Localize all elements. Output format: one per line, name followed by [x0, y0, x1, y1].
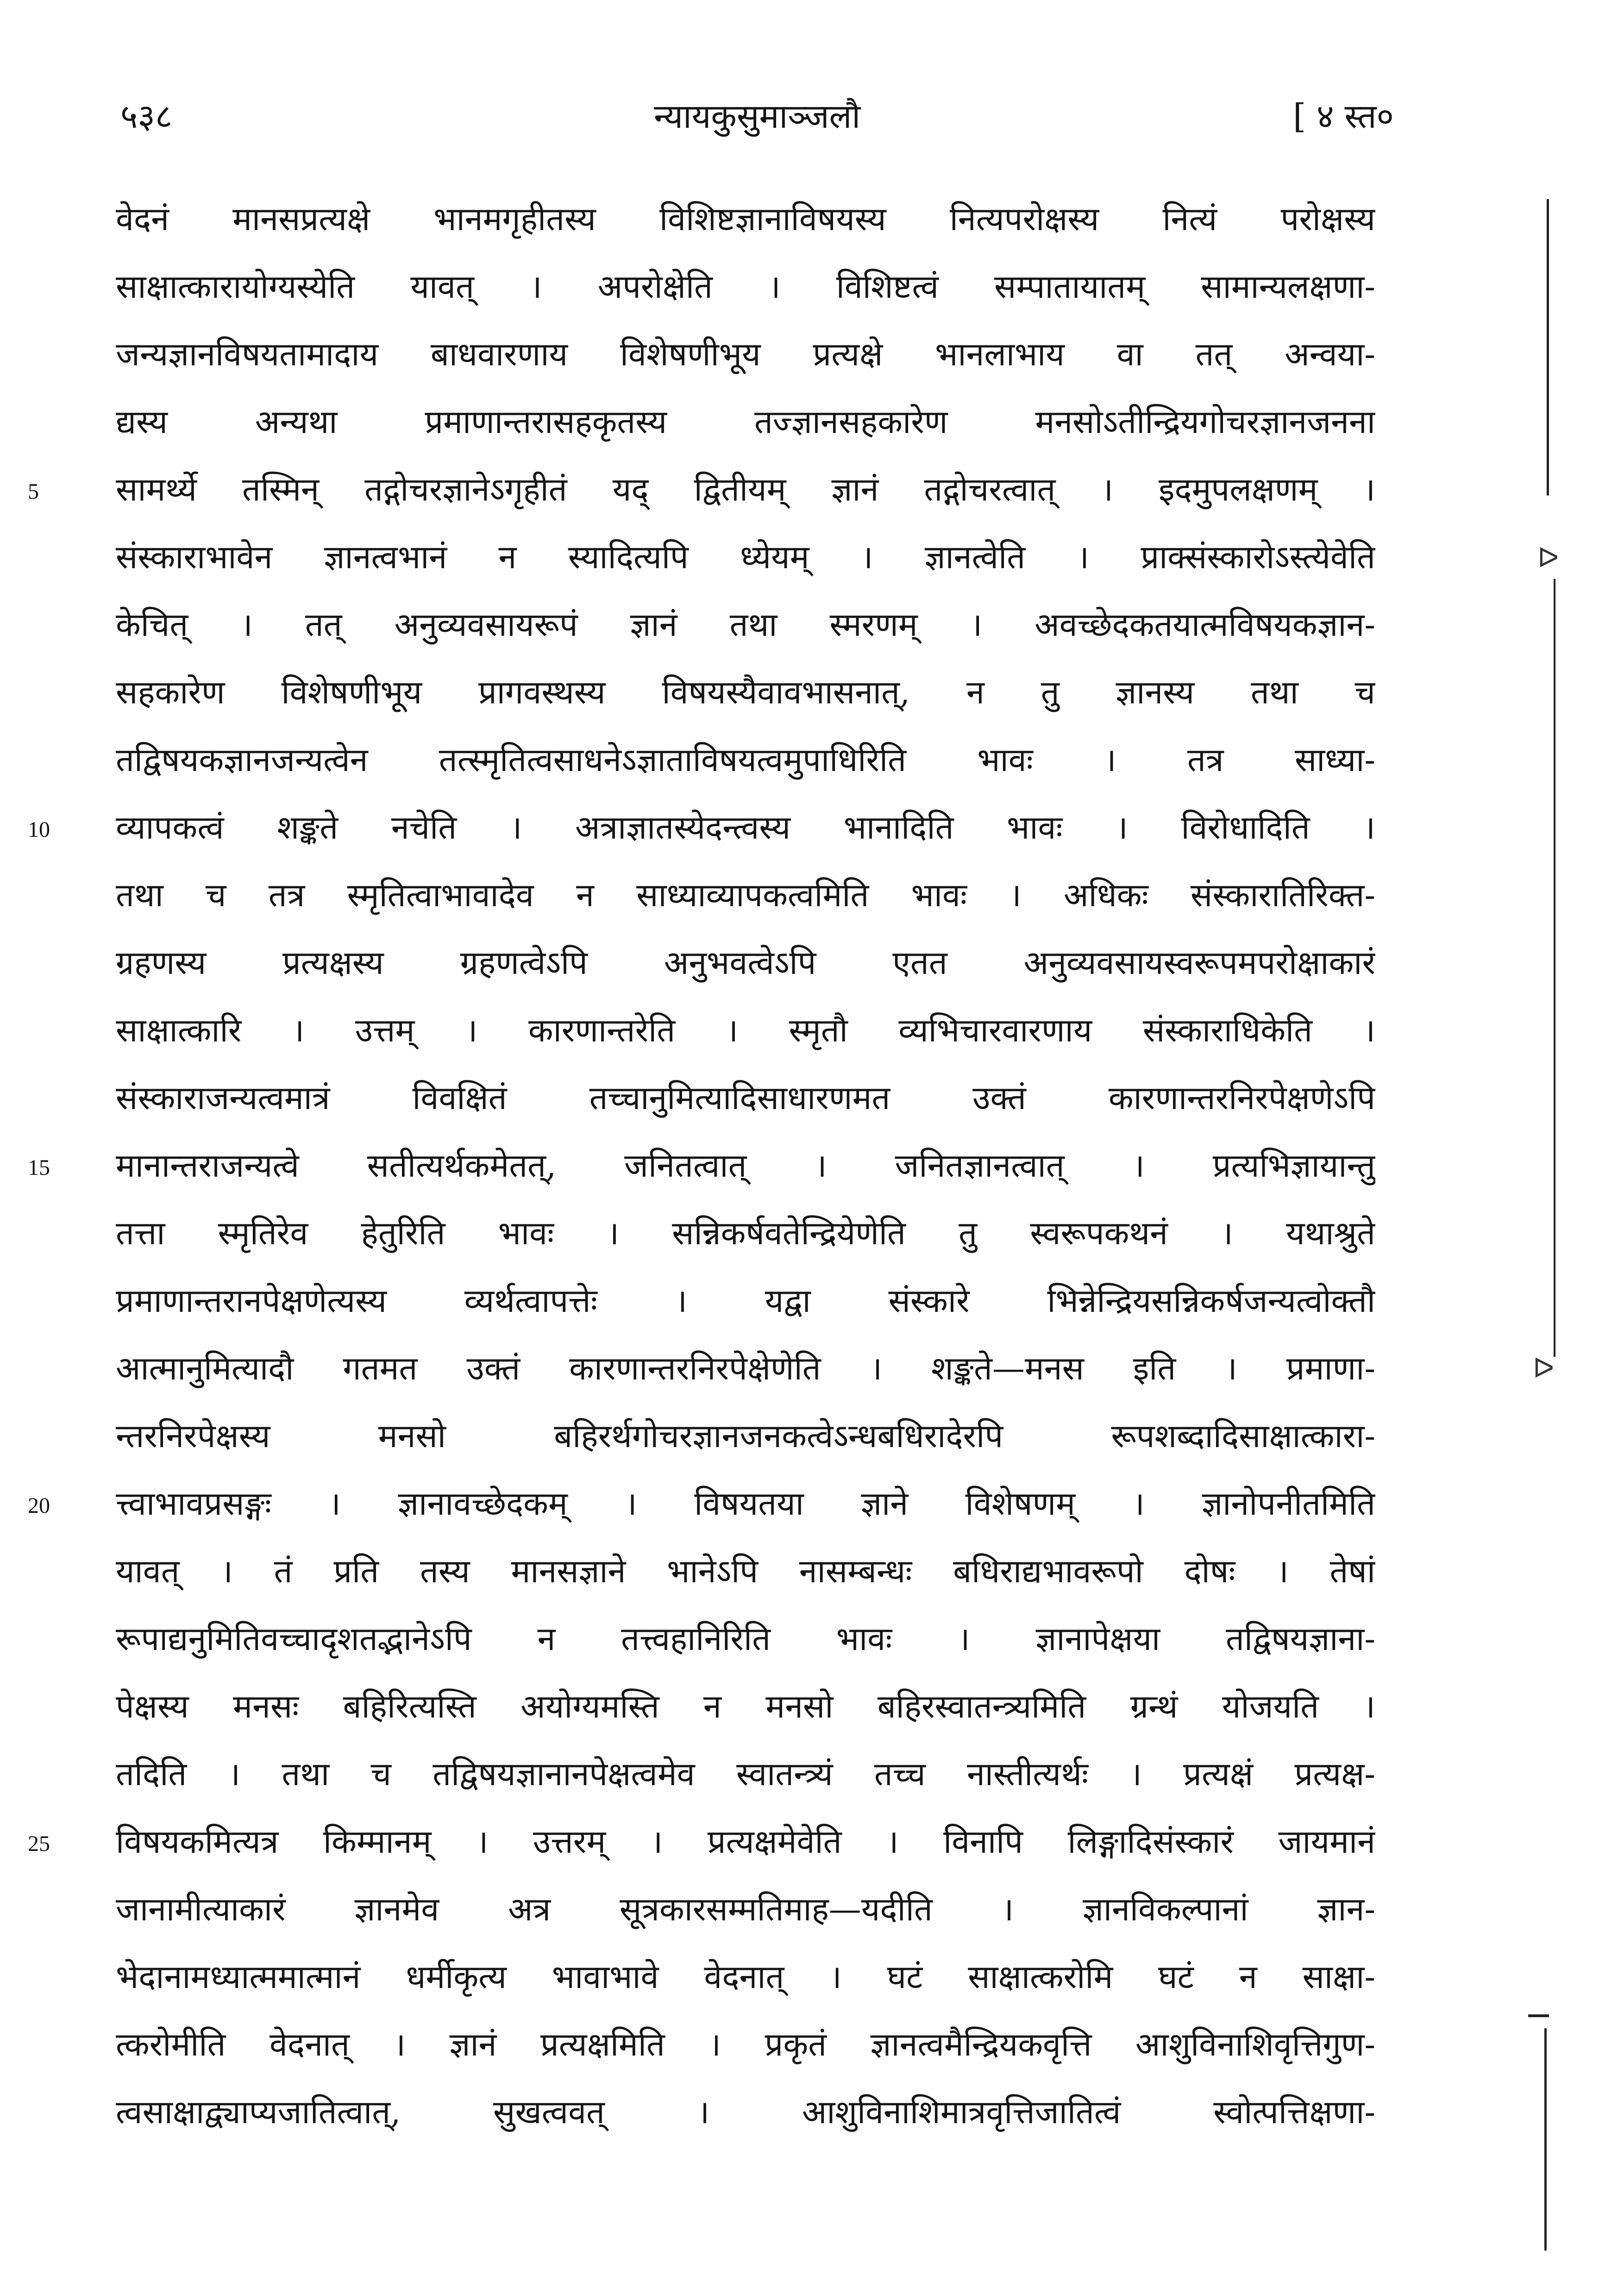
- page-edge-line-lower: [1544, 2028, 1547, 2251]
- text-line: प्रमाणान्तरानपेक्षणेत्यस्य व्यर्थत्वापत्तेः । यद्वा संस्कारे भिन्नेन्द्रियसन्निकर्षजन्यत्वोक्तौ: [116, 1282, 1375, 1320]
- text-line: सामर्थ्ये तस्मिन् तद्गोचरज्ञानेऽगृहीतं यद् द्वितीयम् ज्ञानं तद्गोचरत्वात् । इदमुपलक्षणम् ।: [116, 470, 1375, 508]
- text-line: यावत् । तं प्रति तस्य मानसज्ञाने भानेऽपि नासम्बन्धः बधिराद्यभावरूपो दोषः । तेषां: [116, 1552, 1375, 1590]
- line-number: 25: [28, 1831, 50, 1856]
- text-line: त्करोमीति वेदनात् । ज्ञानं प्रत्यक्षमिति । प्रकृतं ज्ञानत्वमैन्द्रियकवृत्ति आशुविनाशिवृत्तिगुण-: [116, 2025, 1375, 2063]
- page-number: ५३८: [120, 97, 173, 136]
- text-line: न्तरनिरपेक्षस्य मनसो बहिरर्थगोचरज्ञानजनकत्वेऽन्धबधिरादेरपि रूपशब्दादिसाक्षात्कारा-: [116, 1417, 1375, 1455]
- text-line: त्वसाक्षाद्व्याप्यजातित्वात्, सुखत्ववत् । आशुविनाशिमात्रवृत्तिजातित्वं स्वोत्पत्तिक्षणा-: [116, 2093, 1375, 2131]
- text-line: ग्रहणस्य प्रत्यक्षस्य ग्रहणत्वेऽपि अनुभवत्वेऽपि एतत अनुव्यवसायस्वरूपमपरोक्षाकारं: [116, 944, 1375, 982]
- text-line: विषयकमित्यत्र किम्मानम् । उत्तरम् । प्रत्यक्षमेवेति । विनापि लिङ्गादिसंस्कारं जायमानं: [116, 1823, 1375, 1861]
- text-line: त्त्वाभावप्रसङ्गः । ज्ञानावच्छेदकम् । विषयतया ज्ञाने विशेषणम् । ज्ञानोपनीतमिति: [116, 1485, 1375, 1523]
- text-line: तथा च तत्र स्मृतित्वाभावादेव न साध्याव्यापकत्वमिति भावः । अधिकः संस्कारातिरिक्त-: [116, 876, 1375, 914]
- text-line: साक्षात्कारि । उत्तम् । कारणान्तरेति । स्मृतौ व्यभिचारवारणाय संस्काराधिकेति ।: [116, 1011, 1375, 1049]
- text-line: भेदानामध्यात्ममात्मानं धर्मीकृत्य भावाभावे वेदनात् । घटं साक्षात्करोमि घटं न साक्षा-: [116, 1958, 1375, 1996]
- page-edge-line-middle: [1554, 579, 1555, 1357]
- text-line: जानामीत्याकारं ज्ञानमेव अत्र सूत्रकारसम्मतिमाह—यदीति । ज्ञानविकल्पानां ज्ञान-: [116, 1890, 1375, 1928]
- line-number: 20: [28, 1493, 50, 1518]
- margin-mark-2: ᐅ: [1533, 1352, 1555, 1385]
- line-number: 5: [28, 479, 39, 504]
- text-line: व्यापकत्वं शङ्कते नचेति । अत्राज्ञातस्येदन्त्वस्य भानादिति भावः । विरोधादिति ।: [116, 809, 1375, 847]
- line-number: 10: [28, 817, 50, 842]
- text-line: संस्काराभावेन ज्ञानत्वभानं न स्यादित्यपि ध्येयम् । ज्ञानत्वेति । प्राक्संस्कारोऽस्त्येवेति: [116, 538, 1375, 576]
- text-line: मानान्तराजन्यत्वे सतीत्यर्थकमेतत्, जनितत्वात् । जनितज्ञानत्वात् । प्रत्यभिज्ञायान्तु: [116, 1147, 1375, 1185]
- line-number: 15: [28, 1155, 50, 1180]
- text-line: तद्विषयकज्ञानजन्यत्वेन तत्स्मृतित्वसाधनेऽज्ञाताविषयत्वमुपाधिरिति भावः । तत्र साध्या-: [116, 741, 1375, 779]
- text-line: सहकारेण विशेषणीभूय प्रागवस्थस्य विषयस्यैवावभासनात्, न तु ज्ञानस्य तथा च: [116, 673, 1375, 711]
- text-line: तत्ता स्मृतिरेव हेतुरिति भावः । सन्निकर्षवतेन्द्रियेणेति तु स्वरूपकथनं । यथाश्रुते: [116, 1214, 1375, 1252]
- text-line: जन्यज्ञानविषयतामादाय बाधवारणाय विशेषणीभूय प्रत्यक्षे भानलाभाय वा तत् अन्वया-: [116, 335, 1375, 373]
- page-header: [120, 93, 1394, 144]
- text-line: वेदनं मानसप्रत्यक्षे भानमगृहीतस्य विशिष्टज्ञानाविषयस्य नित्यपरोक्षस्य नित्यं परोक्षस्य: [116, 200, 1375, 238]
- margin-mark-1: ᐅ: [1537, 542, 1559, 574]
- text-line: रूपाद्यनुमितिवच्चादृशतद्भानेऽपि न तत्त्वहानिरिति भावः । ज्ञानापेक्षया तद्विषयज्ञाना-: [116, 1620, 1375, 1658]
- text-line: द्यस्य अन्यथा प्रमाणान्तरासहकृतस्य तज्ज्ञानसहकारेण मनसोऽतीन्द्रियगोचरज्ञानजनना: [116, 403, 1375, 441]
- text-line: केचित् । तत् अनुव्यवसायरूपं ज्ञानं तथा स्मरणम् । अवच्छेदकतयात्मविषयकज्ञान-: [116, 606, 1375, 644]
- text-line: पेक्षस्य मनसः बहिरित्यस्ति अयोग्यमस्ति न मनसो बहिरस्वातन्त्र्यमिति ग्रन्थं योजयति ।: [116, 1687, 1375, 1725]
- text-line: आत्मानुमित्यादौ गतमत उक्तं कारणान्तरनिरपेक्षेणेति । शङ्कते—मनस इति । प्रमाणा-: [116, 1349, 1375, 1387]
- section-marker: [ ४ स्त०: [1293, 97, 1394, 136]
- text-line: साक्षात्कारायोग्यस्येति यावत् । अपरोक्षेति । विशिष्टत्वं सम्पातायातम् सामान्यलक्षणा-: [116, 268, 1375, 306]
- running-title: न्यायकुसुमाञ्जलौ: [654, 97, 860, 136]
- commentary-text: [116, 185, 1375, 2146]
- text-line: तदिति । तथा च तद्विषयज्ञानानपेक्षत्वमेव स्वातन्त्र्यं तच्च नास्तीत्यर्थः । प्रत्यक्षं प्रत्यक्ष-: [116, 1755, 1375, 1793]
- margin-arrow-mark: [1528, 2014, 1549, 2017]
- text-line: संस्काराजन्यत्वमात्रं विवक्षितं तच्चानुमित्यादिसाधारणमत उक्तं कारणान्तरनिरपेक्षणेऽपि: [116, 1079, 1375, 1117]
- page-edge-line-upper: [1547, 199, 1549, 495]
